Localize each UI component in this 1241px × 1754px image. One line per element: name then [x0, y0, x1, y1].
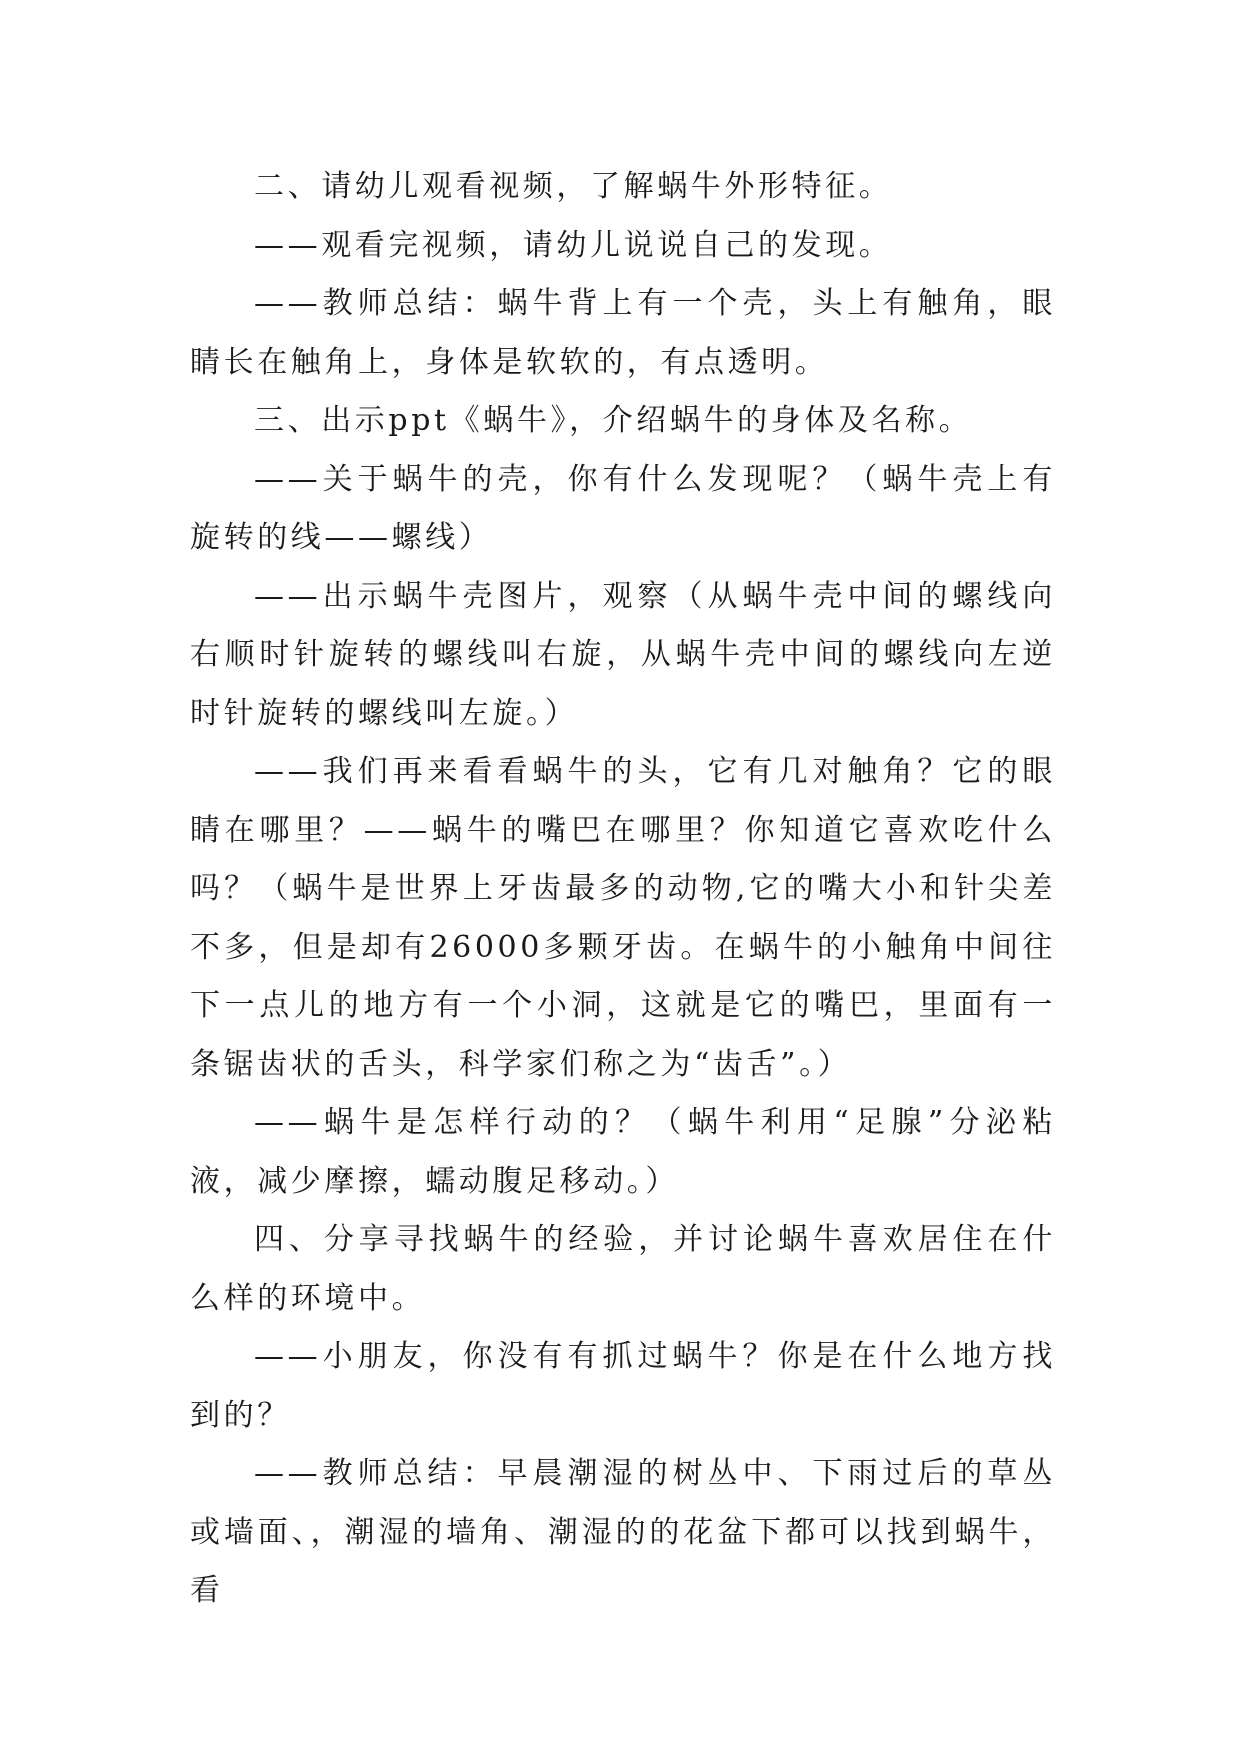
paragraph-11: ——教师总结：早晨潮湿的树丛中、下雨过后的草丛或墙面、，潮湿的墙角、潮湿的的花盆下都可以找到蜗牛，看 — [190, 1456, 1056, 1608]
paragraph-10: ——小朋友，你没有有抓过蜗牛？你是在什么地方找到的？ — [190, 1339, 1056, 1433]
paragraph-5: ——关于蜗牛的壳，你有什么发现呢？（蜗牛壳上有旋转的线——螺线） — [190, 461, 1056, 555]
paragraph-6: ——出示蜗牛壳图片，观察（从蜗牛壳中间的螺线向右顺时针旋转的螺线叫右旋，从蜗牛壳中间的螺线向左逆时针旋转的螺线叫左旋。） — [190, 578, 1056, 731]
document-body — [190, 158, 1056, 1621]
paragraph-7: ——我们再来看看蜗牛的头，它有几对触角？它的眼睛在哪里？——蜗牛的嘴巴在哪里？你知道它喜欢吃什么吗？（蜗牛是世界上牙齿最多的动物,它的嘴大小和针尖差不多，但是却有26000多颗牙齿。在蜗牛的小触角中间往下一点儿的地方有一个小洞，这就是它的嘴巴，里面有一条锯齿状的舌头，科学家们称之为“齿舌”。） — [190, 754, 1056, 1082]
paragraph-8: ——蜗牛是怎样行动的？（蜗牛利用“足腺”分泌粘液，减少摩擦，蠕动腹足移动。） — [190, 1105, 1056, 1199]
paragraph-3: ——教师总结：蜗牛背上有一个壳，头上有触角，眼睛长在触角上，身体是软软的，有点透明。 — [190, 286, 1056, 380]
paragraph-2: ——观看完视频，请幼儿说说自己的发现。 — [254, 227, 893, 263]
paragraph-1: 二、请幼儿观看视频，了解蜗牛外形特征。 — [254, 169, 893, 204]
paragraph-4: 三、出示ppt《蜗牛》，介绍蜗牛的身体及名称。 — [254, 403, 973, 438]
paragraph-9: 四、分享寻找蜗牛的经验，并讨论蜗牛喜欢居住在什么样的环境中。 — [190, 1222, 1056, 1316]
